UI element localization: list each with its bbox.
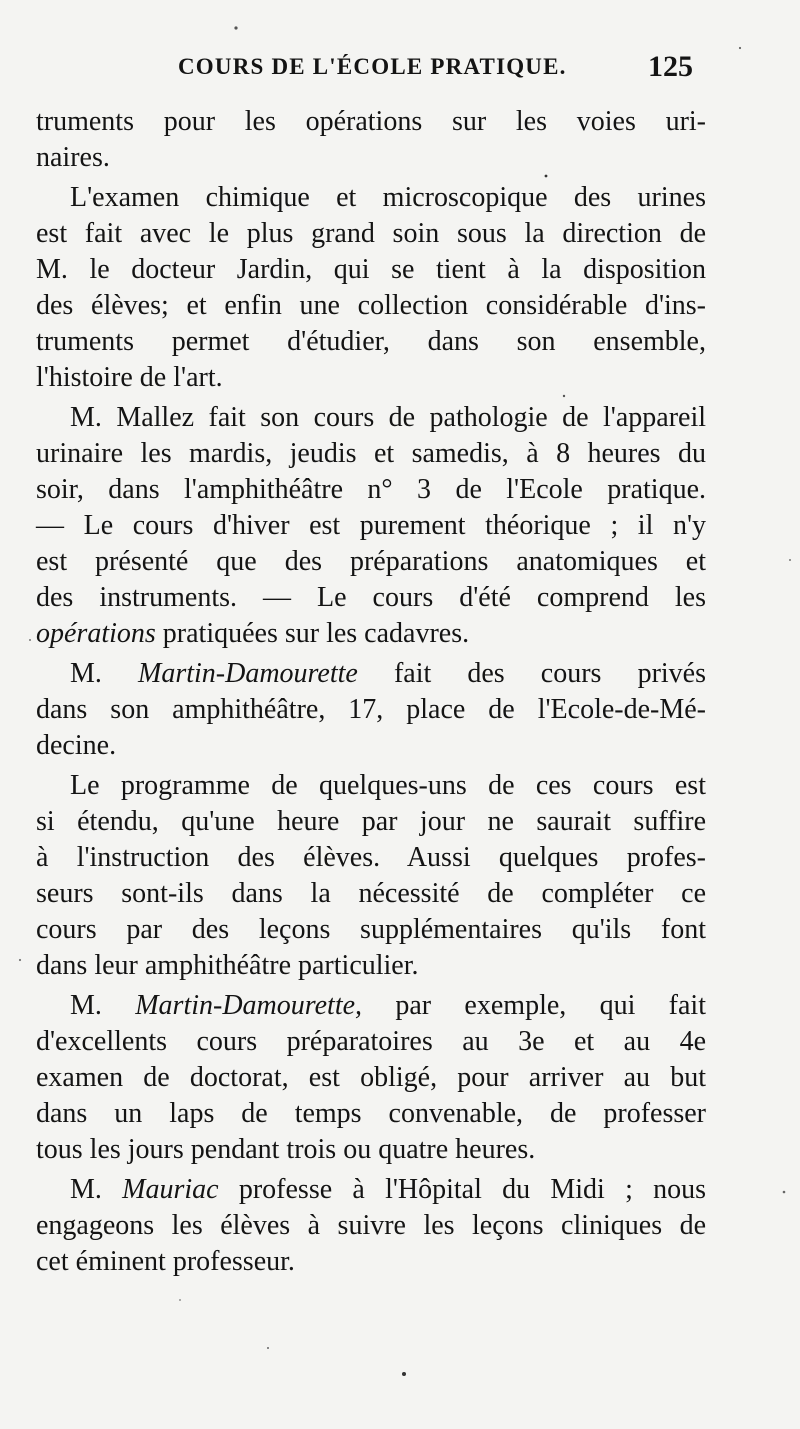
- italic-text: opérations: [36, 618, 156, 649]
- text-line: [36, 1024, 706, 1060]
- text-run: d'excellents cours préparatoires au 3e et au 4e: [36, 1026, 706, 1057]
- text-line: [36, 912, 706, 948]
- text-line: [36, 104, 706, 140]
- text-line: [36, 1060, 706, 1096]
- text-run: des élèves; et enfin une collection considérable d'ins-: [36, 290, 706, 321]
- text-line: [36, 472, 706, 508]
- text-run: par exemple, qui fait: [362, 990, 706, 1021]
- text-line: [36, 768, 706, 804]
- text-line: [36, 616, 706, 652]
- text-run: professe à l'Hôpital du Midi ; nous: [218, 1174, 706, 1205]
- text-line: [36, 436, 706, 472]
- text-line: [36, 1172, 706, 1208]
- text-line: [36, 216, 706, 252]
- text-run: cours par des leçons supplémentaires qu'ils font: [36, 914, 706, 945]
- text-run: examen de doctorat, est obligé, pour arriver au but: [36, 1062, 706, 1093]
- paragraph: [36, 400, 706, 652]
- text-run: Le programme de quelques-uns de ces cours est: [70, 770, 706, 801]
- paragraph: [36, 180, 706, 396]
- page-header: [0, 50, 800, 90]
- text-run: à l'instruction des élèves. Aussi quelques profes-: [36, 842, 706, 873]
- text-line: [36, 948, 706, 984]
- text-line: [36, 656, 706, 692]
- text-run: tous les jours pendant trois ou quatre heures.: [36, 1134, 536, 1165]
- body-text: [36, 104, 706, 1280]
- paragraph: [36, 656, 706, 764]
- text-run: dans leur amphithéâtre particulier.: [36, 950, 419, 981]
- italic-text: Martin-Damourette,: [135, 990, 363, 1021]
- text-line: [36, 1096, 706, 1132]
- paragraph: [36, 1172, 706, 1280]
- text-run: si étendu, qu'une heure par jour ne saurait suffire: [36, 806, 706, 837]
- text-run: seurs sont-ils dans la nécessité de compléter ce: [36, 878, 706, 909]
- text-run: M. Mallez fait son cours de pathologie de l'appareil: [70, 402, 706, 433]
- text-run: truments pour les opérations sur les voies uri-: [36, 106, 706, 137]
- text-line: [36, 508, 706, 544]
- text-line: [36, 988, 706, 1024]
- text-run: soir, dans l'amphithéâtre n° 3 de l'Ecole pratique.: [36, 474, 706, 505]
- text-line: [36, 400, 706, 436]
- page-number: 125: [648, 50, 693, 83]
- text-run: M.: [70, 1174, 123, 1205]
- text-line: [36, 1244, 706, 1280]
- text-line: [36, 804, 706, 840]
- text-line: [36, 728, 706, 764]
- text-line: [36, 876, 706, 912]
- text-run: engageons les élèves à suivre les leçons cliniques de: [36, 1210, 706, 1241]
- text-run: est fait avec le plus grand soin sous la direction de: [36, 218, 706, 249]
- text-run: truments permet d'étudier, dans son ensemble,: [36, 326, 706, 357]
- italic-text: Mauriac: [122, 1174, 219, 1205]
- text-run: — Le cours d'hiver est purement théorique ; il n'y: [36, 510, 706, 541]
- text-line: [36, 252, 706, 288]
- text-run: L'examen chimique et microscopique des urines: [70, 182, 706, 213]
- text-line: [36, 360, 706, 396]
- text-run: decine.: [36, 730, 117, 761]
- paragraph: [36, 104, 706, 176]
- text-line: [36, 140, 706, 176]
- text-run: pratiquées sur les cadavres.: [155, 618, 470, 649]
- text-line: [36, 180, 706, 216]
- text-run: M.: [70, 990, 136, 1021]
- text-line: [36, 840, 706, 876]
- text-run: est présenté que des préparations anatomiques et: [36, 546, 706, 577]
- text-run: M.: [70, 658, 139, 689]
- text-run: naires.: [36, 142, 110, 173]
- text-run: fait des cours privés: [357, 658, 706, 689]
- italic-text: Martin-Damourette: [138, 658, 358, 689]
- text-line: [36, 1132, 706, 1168]
- paragraph: [36, 988, 706, 1168]
- text-line: [36, 544, 706, 580]
- text-line: [36, 324, 706, 360]
- text-run: M. le docteur Jardin, qui se tient à la disposition: [36, 254, 706, 285]
- text-run: des instruments. — Le cours d'été comprend les: [36, 582, 706, 613]
- paragraph: [36, 768, 706, 984]
- text-run: dans un laps de temps convenable, de professer: [36, 1098, 706, 1129]
- text-line: [36, 580, 706, 616]
- text-line: [36, 288, 706, 324]
- text-run: cet éminent professeur.: [36, 1246, 295, 1277]
- text-run: urinaire les mardis, jeudis et samedis, à 8 heures du: [36, 438, 706, 469]
- running-head: COURS DE L'ÉCOLE PRATIQUE.: [178, 54, 567, 79]
- text-run: dans son amphithéâtre, 17, place de l'Ecole-de-Mé-: [36, 694, 706, 725]
- text-run: l'histoire de l'art.: [36, 362, 223, 393]
- text-line: [36, 692, 706, 728]
- text-line: [36, 1208, 706, 1244]
